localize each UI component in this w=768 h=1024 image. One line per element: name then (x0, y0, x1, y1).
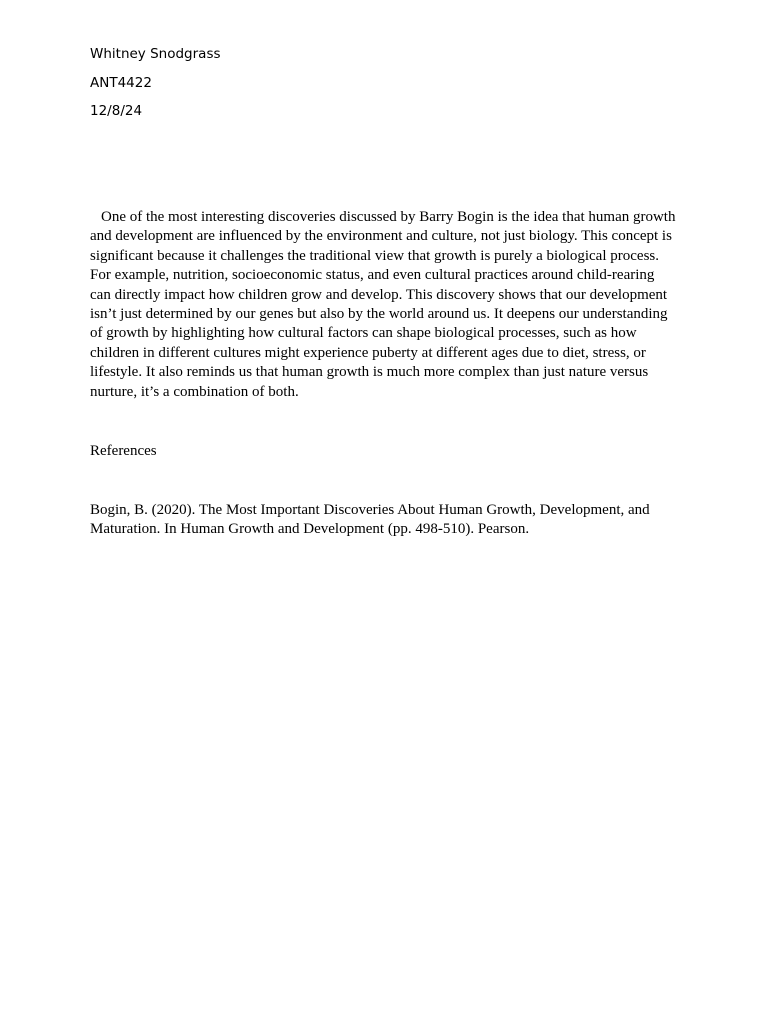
reference-entry: Bogin, B. (2020). The Most Important Discoveries About Human Growth, Development, and Maturation. In Human Growth and Development (pp. 498-510). Pearson. (90, 502, 650, 538)
references-heading: References (90, 443, 157, 459)
course-code: ANT4422 (90, 75, 152, 91)
body-paragraph: One of the most interesting discoveries discussed by Barry Bogin is the idea that human growth and development are influenced by the environment and culture, not just biology. This concept is significant because it challenges the traditional view that growth is purely a biological process. For example, nutrition, socioeconomic status, and even cultural practices around child-rearing can directly impact how children grow and develop. This discovery shows that our development isn’t just determined by our genes but also by the world around us. It deepens our understanding of growth by highlighting how cultural factors can shape biological processes, such as how children in different cultures might experience puberty at different ages due to diet, stress, or lifestyle. It also reminds us that human growth is much more complex than just nature versus nurture, it’s a combination of both. (90, 209, 676, 400)
author-name: Whitney Snodgrass (90, 46, 221, 62)
submission-date: 12/8/24 (90, 103, 143, 119)
